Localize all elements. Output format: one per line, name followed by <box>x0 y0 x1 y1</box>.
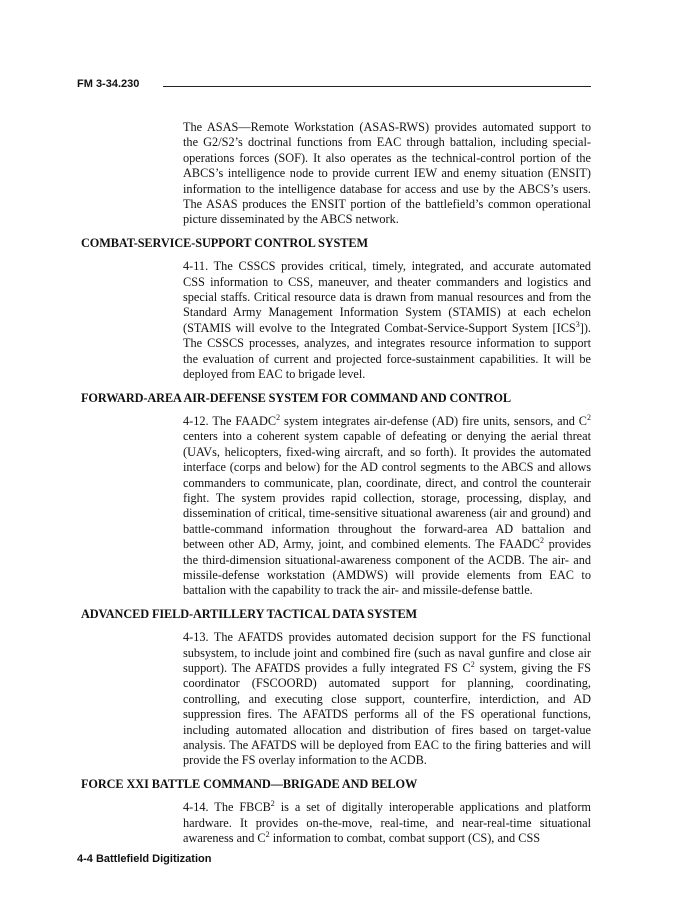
paragraph-4-14 <box>183 800 591 846</box>
superscript: 2 <box>265 829 270 839</box>
paragraph-text: information to combat, combat support (CS), and CSS <box>269 831 541 846</box>
paragraph-text: 4-14. The FBCB <box>183 800 271 815</box>
paragraph-text: provides the third-dimension situational-awareness component of the ACDB. The air- and missile-defense workstation (AMDWS) will provide elements from EAC to battalion with the capability to track the air- and missile-defense battle. <box>183 537 591 598</box>
paragraph-text: is a set of digitally interoperable applications and platform hardware. It provides on-the-move, real-time, and near-real-time situational awareness and C <box>183 800 591 846</box>
section-heading-afatds: ADVANCED FIELD-ARTILLERY TACTICAL DATA SYSTEM <box>81 606 418 621</box>
running-header: FM 3-34.230 <box>77 78 140 90</box>
superscript: 2 <box>276 412 281 422</box>
superscript: 3 <box>575 319 580 329</box>
header-rule <box>163 86 591 87</box>
section-heading-fbcb2: FORCE XXI BATTLE COMMAND—BRIGADE AND BELOW <box>81 776 418 791</box>
superscript: 2 <box>539 536 544 546</box>
paragraph-text: 4-11. The CSSCS provides critical, timely, integrated, and accurate automated CSS information to CSS, maneuver, and theater commanders and logistics and special staffs. Critical resource data is drawn from manual resources and from the Standard Army Management Information System (STAMIS) at each echelon (STAMIS will evolve to the Integrated Combat-Service-Support System [ICS <box>183 259 591 335</box>
paragraph-text: 4-13. The AFATDS provides automated decision support for the FS functional subsystem, to include joint and combined fire (such as naval gunfire and close air support). The AFATDS provides a fully integrated FS C <box>183 630 591 675</box>
intro-paragraph: The ASAS—Remote Workstation (ASAS-RWS) provides automated support to the G2/S2’s doctrinal functions from EAC through battalion, including special-operations forces (SOF). It also operates as the technical-control portion of the ABCS’s intelligence node to provide current IEW and enemy situation (ENSIT) information to the intelligence database for access and use by the ABCS’s users. The ASAS produces the ENSIT portion of the battlefield’s common operational picture disseminated by the ABCS network. <box>183 120 591 227</box>
paragraph-4-12 <box>183 414 591 599</box>
running-footer: 4-4 Battlefield Digitization <box>77 853 212 865</box>
paragraph-4-13 <box>183 630 591 769</box>
superscript: 2 <box>586 412 591 422</box>
paragraph-text: centers into a coherent system capable of defeating or denying the aerial threat (UAVs, helicopters, fixed-wing aircraft, and so forth). It provides the automated interface (corps and below) for the AD control segments to the ABCS and allows commanders to communicate, plan, coordinate, direct, and control the counterair fight. The system provides rapid collection, storage, processing, display, and dissemination of critical, time-sensitive situational awareness (air and ground) and battle-command information throughout the forward-area AD battalion and between other AD, Army, joint, and combined elements. The FAADC <box>183 429 591 552</box>
superscript: 2 <box>270 799 275 809</box>
section-heading-csscs: COMBAT-SERVICE-SUPPORT CONTROL SYSTEM <box>81 235 368 250</box>
page-body <box>77 120 591 846</box>
paragraph-text: system, giving the FS coordinator (FSCOORD) automated support for planning, coordinating, controlling, and executing close support, counterfire, interdiction, and AD suppression fires. The AFATDS performs all of the FS operational functions, including automated allocation and distribution of fires based on target-value analysis. The AFATDS will be deployed from EAC to the firing batteries and will provide the FS overlay information to the ACDB. <box>183 661 591 768</box>
paragraph-text: 4-12. The FAADC <box>183 413 277 428</box>
paragraph-text: system integrates air-defense (AD) fire units, sensors, and C <box>280 413 587 428</box>
paragraph-4-11 <box>183 259 591 382</box>
paragraph-text: ]). The CSSCS processes, analyzes, and integrates resource information to support the evaluation of current and projected force-sustainment capabilities. It will be deployed from EAC to brigade level. <box>183 320 591 382</box>
superscript: 2 <box>470 659 475 669</box>
section-heading-faadc2: FORWARD-AREA AIR-DEFENSE SYSTEM FOR COMMAND AND CONTROL <box>81 390 511 405</box>
